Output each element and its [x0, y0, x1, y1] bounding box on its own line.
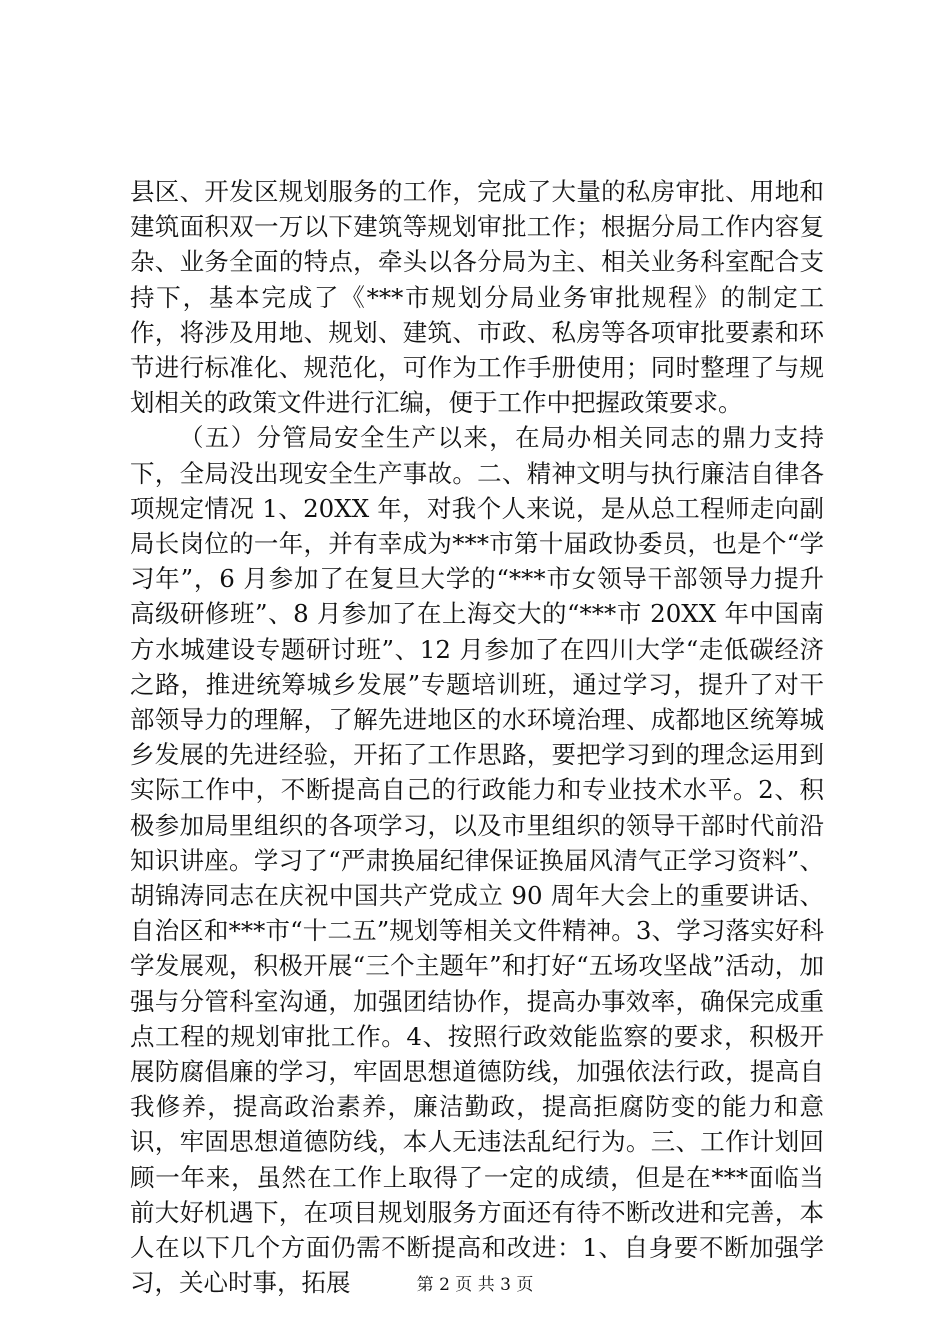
document-body [130, 174, 824, 1301]
page-number-label: 第 2 页 共 3 页 [416, 1275, 534, 1295]
page-footer [0, 1270, 950, 1295]
paragraph-2: （五）分管局安全生产以来，在局办相关同志的鼎力支持下，全局没出现安全生产事故。二、精神文明与执行廉洁自律各项规定情况 1、20XX 年，对我个人来说，是从总工程师走向副局长岗位的一年，并有幸成为***市第十届政协委员，也是个“学习年”，6 月参加了在复旦大学的“***市女领导干部领导力提升高级研修班”、8 月参加了在上海交大的“***市 20XX 年中国南方水城建设专题研讨班”、12 月参加了在四川大学“走低碳经济之路，推进统筹城乡发展”专题培训班，通过学习，提升了对干部领导力的理解，了解先进地区的水环境治理、成都地区统筹城乡发展的先进经验，开拓了工作思路，要把学习到的理念运用到实际工作中，不断提高自己的行政能力和专业技术水平。2、积极参加局里组织的各项学习，以及市里组织的领导干部时代前沿知识讲座。学习了“严肃换届纪律保证换届风清气正学习资料”、胡锦涛同志在庆祝中国共产党成立 90 周年大会上的重要讲话、自治区和***市“十二五”规划等相关文件精神。3、学习落实好科学发展观，积极开展“三个主题年”和打好“五场攻坚战”活动，加强与分管科室沟通，加强团结协作，提高办事效率，确保完成重点工程的规划审批工作。4、按照行政效能监察的要求，积极开展防腐倡廉的学习，牢固思想道德防线，加强依法行政，提高自我修养，提高政治素养，廉洁勤政，提高拒腐防变的能力和意识，牢固思想道德防线，本人无违法乱纪行为。三、工作计划回顾一年来，虽然在工作上取得了一定的成绩，但是在***面临当前大好机遇下，在项目规划服务方面还有待不断改进和完善，本人在以下几个方面仍需不断提高和改进：1、自身要不断加强学习，关心时事，拓展 [130, 423, 824, 1298]
paragraph-1: 县区、开发区规划服务的工作，完成了大量的私房审批、用地和建筑面积双一万以下建筑等规划审批工作；根据分局工作内容复杂、业务全面的特点，牵头以各分局为主、相关业务科室配合支持下，基本完成了《***市规划分局业务审批规程》的制定工作，将涉及用地、规划、建筑、市政、私房等各项审批要素和环节进行标准化、规范化，可作为工作手册使用；同时整理了与规划相关的政策文件进行汇编，便于工作中把握政策要求。 [130, 177, 824, 418]
